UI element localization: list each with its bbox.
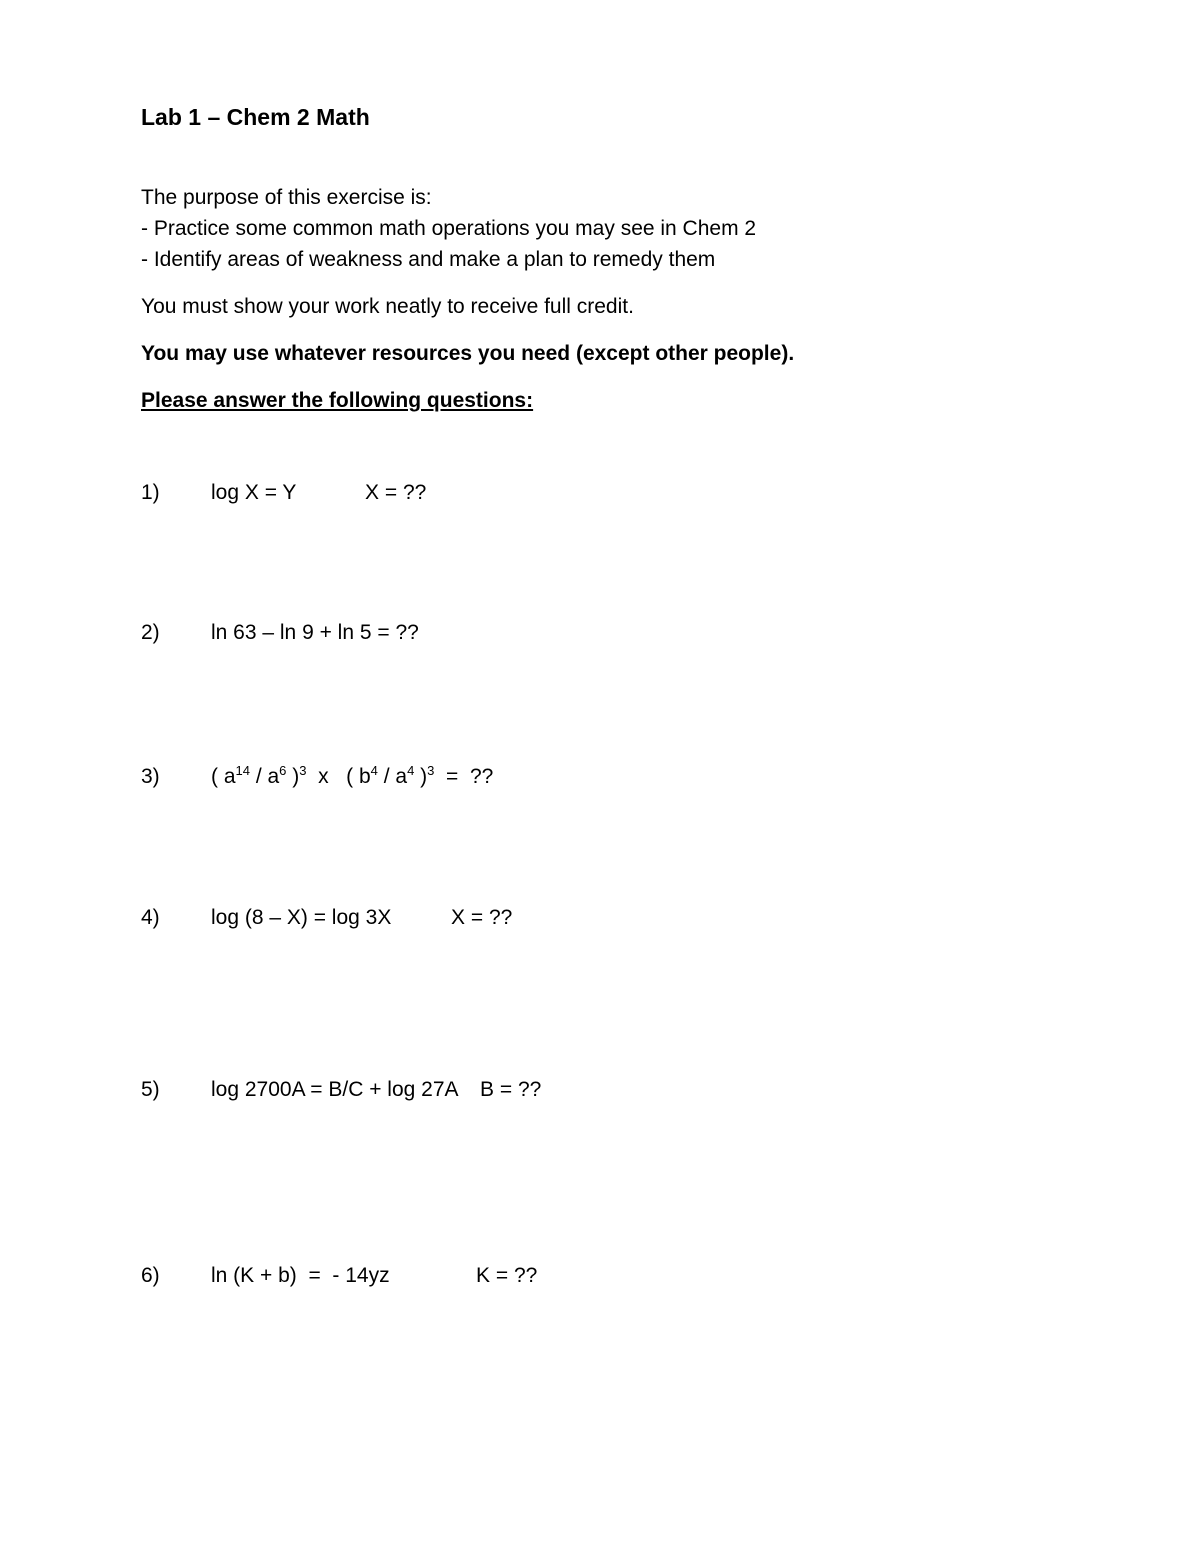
question-expression: ln (K + b) = - 14yz [211, 1264, 390, 1287]
expr-text: / a [249, 765, 280, 788]
exponent: 3 [299, 763, 307, 778]
show-work-note: You must show your work neatly to receive full credit. [141, 295, 634, 318]
purpose-text: The purpose of this exercise is: [141, 186, 432, 209]
question-expression: log (8 – X) = log 3X [211, 906, 392, 929]
question-number: 6) [141, 1264, 160, 1287]
exponent: 14 [235, 763, 250, 778]
page-title: Lab 1 – Chem 2 Math [141, 104, 370, 130]
instruction-heading: Please answer the following questions: [141, 389, 534, 412]
resources-note: You may use whatever resources you need (except other people). [141, 342, 795, 365]
question-answer: X = ?? [365, 481, 427, 504]
expr-text: ) [286, 765, 300, 788]
question-answer: X = ?? [451, 906, 513, 929]
question-number: 5) [141, 1078, 160, 1101]
question-expression [211, 764, 493, 790]
expr-text: = ?? [434, 765, 494, 788]
exponent: 6 [279, 763, 287, 778]
question-number: 1) [141, 481, 160, 504]
question-answer: K = ?? [476, 1264, 538, 1287]
purpose-bullet-2: - Identify areas of weakness and make a plan to remedy them [141, 248, 716, 271]
exponent: 4 [370, 763, 378, 778]
question-number: 3) [141, 765, 160, 788]
question-expression: log 2700A = B/C + log 27A [211, 1078, 459, 1101]
exponent: 4 [407, 763, 415, 778]
question-expression: ln 63 – ln 9 + ln 5 = ?? [211, 621, 419, 644]
question-number: 2) [141, 621, 160, 644]
expr-text: / a [377, 765, 408, 788]
expr-text: ( a [211, 765, 236, 788]
expr-text: x ( b [306, 765, 371, 788]
purpose-bullet-1: - Practice some common math operations you may see in Chem 2 [141, 217, 757, 240]
expr-text: ) [414, 765, 428, 788]
question-answer: B = ?? [480, 1078, 542, 1101]
question-number: 4) [141, 906, 160, 929]
exponent: 3 [427, 763, 435, 778]
question-expression: log X = Y [211, 481, 297, 504]
